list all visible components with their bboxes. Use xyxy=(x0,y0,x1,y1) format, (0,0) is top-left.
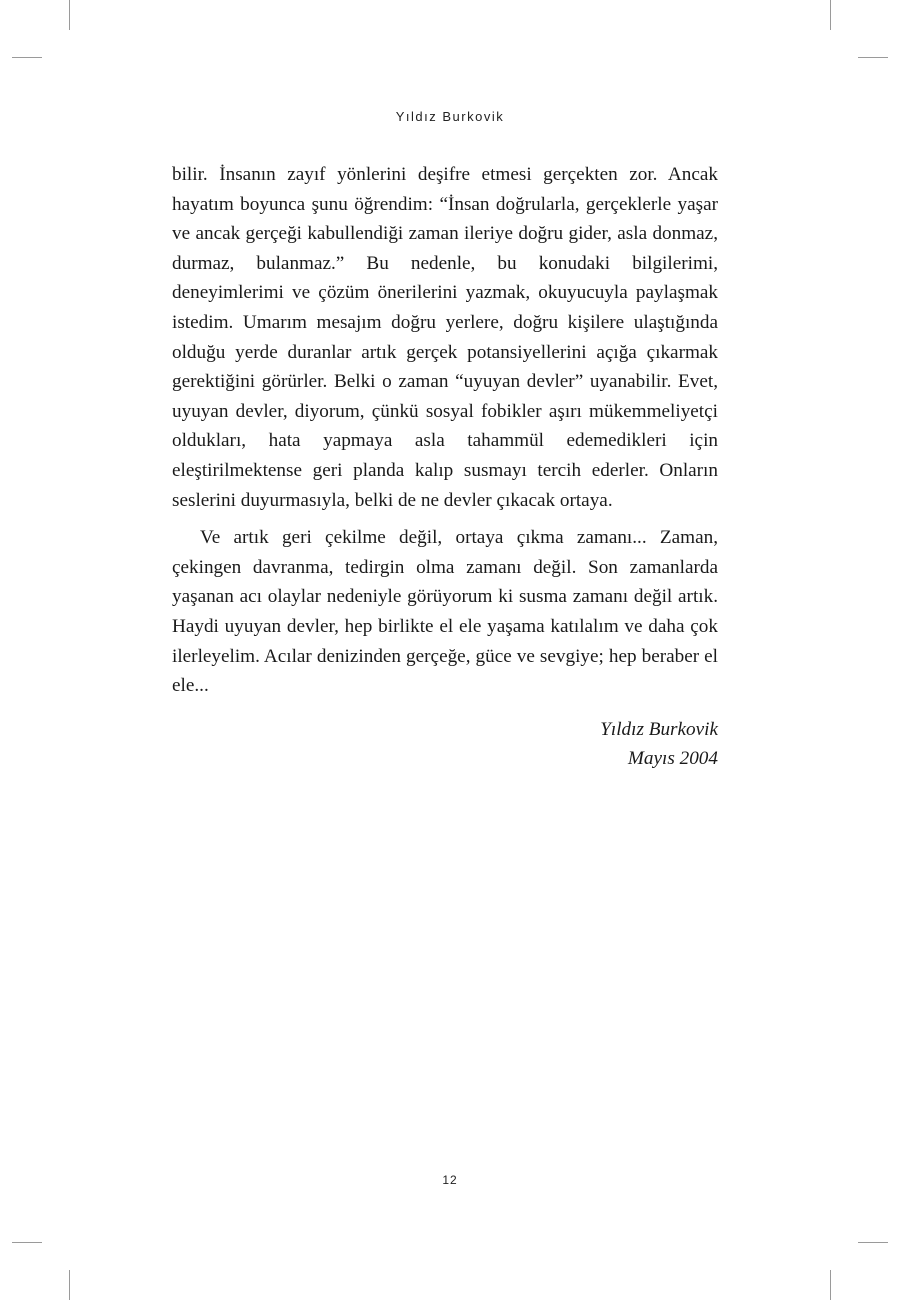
paragraph-2: Ve artık geri çekilme değil, ortaya çıkma zamanı... Zaman, çekingen davranma, tedirgin olma zamanı değil. Son zamanlarda yaşanan acı olaylar nedeniyle görüyorum ki susma zamanı değil artık. Haydi uyuyan devler, hep birlikte el ele yaşama katılalım ve daha çok ilerleyelim. Acılar denizinden gerçeğe, güce ve sevgiye; hep beraber el ele... xyxy=(172,527,718,697)
running-head: Yıldız Burkovik xyxy=(395,109,505,124)
body-text xyxy=(172,160,718,774)
crop-mark-top-left-horizontal xyxy=(12,57,42,58)
crop-mark-bottom-right-horizontal xyxy=(858,1242,888,1243)
page-number: 12 xyxy=(442,1173,458,1187)
crop-mark-top-left-vertical xyxy=(69,0,70,30)
crop-mark-bottom-right-vertical xyxy=(830,1270,831,1300)
paragraph-1: bilir. İnsanın zayıf yönlerini deşifre etmesi gerçekten zor. Ancak hayatım boyunca şunu öğrendim: “İnsan doğrularla, gerçeklerle yaşar ve ancak gerçeği kabullendiği zaman ileriye doğru gider, asla donmaz, durmaz, bulanmaz.” Bu nedenle, bu konudaki bilgilerimi, deneyimlerimi ve çözüm önerilerini yazmak, okuyucuyla paylaşmak istedim. Umarım mesajım doğru yerlere, doğru kişilere ulaştığında olduğu yerde duranlar artık gerçek potansiyellerini açığa çıkarmak gerektiğini görürler. Belki o zaman “uyuyan devler” uyanabilir. Evet, uyuyan devler, diyorum, çünkü sosyal fobikler aşırı mükemmeliyetçi oldukları, hata yapmaya asla tahammül edemedikleri için eleştirilmektense geri planda kalıp susmayı tercih ederler. Onların seslerini duyurmasıyla, belki de ne devler çıkacak ortaya. xyxy=(172,164,718,511)
signature-name: Yıldız Burkovik xyxy=(600,718,718,740)
signature-block xyxy=(172,715,718,774)
signature-date: Mayıs 2004 xyxy=(627,748,718,770)
crop-mark-bottom-left-vertical xyxy=(69,1270,70,1300)
crop-mark-top-right-horizontal xyxy=(858,57,888,58)
crop-mark-top-right-vertical xyxy=(830,0,831,30)
crop-mark-bottom-left-horizontal xyxy=(12,1242,42,1243)
